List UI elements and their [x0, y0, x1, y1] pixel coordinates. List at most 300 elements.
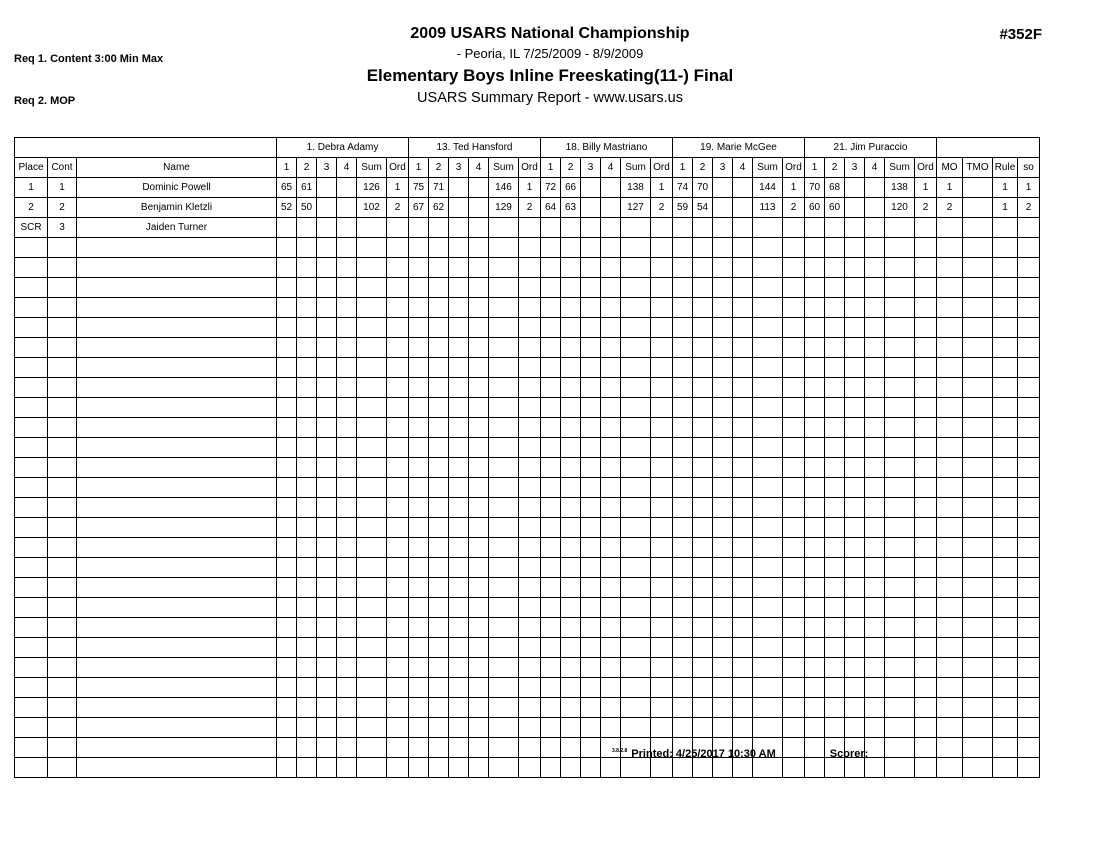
score-cell — [733, 338, 753, 358]
score-cell — [277, 458, 297, 478]
score-cell — [409, 358, 429, 378]
place-cell — [15, 438, 48, 458]
score-cell — [581, 318, 601, 338]
name-cell — [77, 718, 277, 738]
score-cell — [713, 618, 733, 638]
score-cell — [449, 258, 469, 278]
score-cell — [733, 278, 753, 298]
so-cell — [1018, 558, 1040, 578]
name-cell — [77, 298, 277, 318]
score-cell — [277, 738, 297, 758]
score-cell: 60 — [805, 198, 825, 218]
ord-cell — [387, 338, 409, 358]
score-cell — [865, 618, 885, 638]
table-row-empty — [15, 378, 1040, 398]
name-cell — [77, 578, 277, 598]
score-cell — [693, 338, 713, 358]
score-cell — [337, 518, 357, 538]
so-cell — [1018, 758, 1040, 778]
score-cell — [429, 438, 449, 458]
name-cell — [77, 438, 277, 458]
ord-cell — [519, 678, 541, 698]
score-cell — [429, 578, 449, 598]
sum-cell — [489, 298, 519, 318]
score-cell — [713, 198, 733, 218]
ord-cell — [651, 218, 673, 238]
rule-cell — [993, 498, 1018, 518]
score-cell — [561, 618, 581, 638]
score-cell — [429, 638, 449, 658]
score-cell — [541, 538, 561, 558]
sum-cell — [489, 658, 519, 678]
score-cell — [469, 658, 489, 678]
score-cell — [429, 538, 449, 558]
score-cell — [297, 538, 317, 558]
score-cell — [449, 398, 469, 418]
score-cell — [845, 758, 865, 778]
score-cell — [713, 398, 733, 418]
ord-cell — [387, 378, 409, 398]
score-cell — [581, 658, 601, 678]
score-cell — [277, 478, 297, 498]
so-cell — [1018, 638, 1040, 658]
score-cell — [429, 678, 449, 698]
score-cell — [409, 698, 429, 718]
sum-cell — [621, 358, 651, 378]
cont-cell — [48, 598, 77, 618]
ord-cell — [387, 518, 409, 538]
score-cell — [601, 598, 621, 618]
score-cell — [713, 458, 733, 478]
score-cell — [317, 418, 337, 438]
tmo-cell — [963, 218, 993, 238]
judge-name-2: 13. Ted Hansford — [409, 138, 541, 158]
ord-cell — [915, 378, 937, 398]
score-cell — [805, 598, 825, 618]
score-cell — [865, 358, 885, 378]
ord-cell — [915, 238, 937, 258]
sum-cell — [489, 578, 519, 598]
name-cell — [77, 638, 277, 658]
score-cell — [693, 238, 713, 258]
mo-cell — [937, 658, 963, 678]
ord-cell — [783, 558, 805, 578]
tmo-cell — [963, 738, 993, 758]
place-cell — [15, 658, 48, 678]
score-cell — [317, 258, 337, 278]
score-cell — [317, 338, 337, 358]
sum-cell — [357, 278, 387, 298]
score-cell — [581, 258, 601, 278]
score-cell — [469, 618, 489, 638]
so-cell — [1018, 458, 1040, 478]
score-cell — [317, 618, 337, 638]
ord-cell — [783, 358, 805, 378]
sum-cell — [357, 618, 387, 638]
sum-cell — [489, 438, 519, 458]
score-cell — [297, 658, 317, 678]
so-cell — [1018, 318, 1040, 338]
sum-cell — [885, 398, 915, 418]
score-cell — [409, 298, 429, 318]
tmo-cell — [963, 518, 993, 538]
score-cell — [581, 458, 601, 478]
title-block — [0, 23, 1100, 109]
ord-cell — [651, 458, 673, 478]
score-cell — [429, 218, 449, 238]
ord-cell — [387, 478, 409, 498]
score-cell — [845, 718, 865, 738]
ord-cell — [783, 618, 805, 638]
score-cell — [317, 378, 337, 398]
sum-cell — [489, 698, 519, 718]
sum-cell — [621, 438, 651, 458]
score-cell — [317, 718, 337, 738]
so-cell: 2 — [1018, 198, 1040, 218]
sum-cell — [357, 258, 387, 278]
score-cell — [429, 458, 449, 478]
ord-cell — [519, 578, 541, 598]
score-cell — [297, 378, 317, 398]
score-cell — [541, 758, 561, 778]
score-cell — [297, 298, 317, 318]
sum-cell — [357, 438, 387, 458]
ord-cell — [387, 758, 409, 778]
score-cell — [297, 618, 317, 638]
score-cell — [601, 198, 621, 218]
score-cell — [673, 438, 693, 458]
ord-cell — [783, 338, 805, 358]
score-cell — [693, 618, 713, 638]
sum-cell — [621, 318, 651, 338]
ord-cell — [915, 398, 937, 418]
score-cell — [845, 298, 865, 318]
sum-cell — [489, 678, 519, 698]
score-cell — [825, 358, 845, 378]
ord-cell — [519, 478, 541, 498]
sum-cell: 138 — [885, 178, 915, 198]
ord-cell — [915, 318, 937, 338]
sum-cell — [621, 698, 651, 718]
ord-cell — [915, 618, 937, 638]
score-cell — [297, 638, 317, 658]
score-cell — [297, 558, 317, 578]
score-cell — [805, 438, 825, 458]
name-cell: Jaiden Turner — [77, 218, 277, 238]
scorer-label: Scorer: — [829, 748, 869, 760]
ord-cell — [651, 478, 673, 498]
score-cell — [409, 658, 429, 678]
sum-cell — [621, 598, 651, 618]
place-cell — [15, 478, 48, 498]
judge3-col-header-2: 2 — [561, 158, 581, 178]
score-cell — [581, 618, 601, 638]
score-cell: 67 — [409, 198, 429, 218]
sum-cell — [357, 458, 387, 478]
ord-cell — [783, 658, 805, 678]
score-cell — [541, 698, 561, 718]
ord-cell — [519, 258, 541, 278]
sum-cell — [753, 498, 783, 518]
table-row-empty — [15, 758, 1040, 778]
name-cell — [77, 538, 277, 558]
score-cell — [541, 718, 561, 738]
score-cell — [865, 538, 885, 558]
ord-cell — [783, 538, 805, 558]
judge5-col-header-3: 3 — [845, 158, 865, 178]
judge2-col-header-1: 1 — [409, 158, 429, 178]
place-cell — [15, 638, 48, 658]
championship-title: 2009 USARS National Championship — [410, 25, 690, 42]
sum-cell — [621, 718, 651, 738]
score-cell — [429, 278, 449, 298]
score-cell — [825, 398, 845, 418]
score-cell — [693, 218, 713, 238]
score-cell — [337, 718, 357, 738]
table-row-empty — [15, 438, 1040, 458]
tmo-cell — [963, 298, 993, 318]
judge2-col-header-2: 2 — [429, 158, 449, 178]
sum-cell — [885, 698, 915, 718]
score-cell — [469, 298, 489, 318]
score-cell — [277, 318, 297, 338]
score-cell — [865, 178, 885, 198]
rule-cell — [993, 218, 1018, 238]
score-cell — [601, 238, 621, 258]
score-cell — [673, 638, 693, 658]
so-cell — [1018, 398, 1040, 418]
name-cell — [77, 318, 277, 338]
sum-cell — [753, 238, 783, 258]
score-cell — [601, 538, 621, 558]
place-cell — [15, 758, 48, 778]
score-cell — [429, 718, 449, 738]
mo-cell — [937, 318, 963, 338]
sum-cell — [489, 278, 519, 298]
score-cell — [277, 578, 297, 598]
cont-cell — [48, 278, 77, 298]
score-cell — [673, 518, 693, 538]
cont-cell — [48, 678, 77, 698]
score-cell — [409, 418, 429, 438]
sum-cell — [489, 538, 519, 558]
table-row-empty — [15, 658, 1040, 678]
rule-cell — [993, 358, 1018, 378]
ord-cell: 2 — [783, 198, 805, 218]
mo-cell — [937, 738, 963, 758]
judge4-col-header-2: 2 — [693, 158, 713, 178]
sum-cell — [357, 298, 387, 318]
score-cell — [825, 578, 845, 598]
sum-cell — [489, 638, 519, 658]
rule-cell — [993, 518, 1018, 538]
location-dates: - Peoria, IL 7/25/2009 - 8/9/2009 — [456, 46, 644, 61]
score-cell — [845, 218, 865, 238]
score-cell — [733, 218, 753, 238]
score-cell — [733, 658, 753, 678]
sum-cell — [489, 338, 519, 358]
score-cell — [713, 598, 733, 618]
score-cell — [449, 278, 469, 298]
score-cell — [673, 398, 693, 418]
sum-cell — [753, 358, 783, 378]
cont-cell — [48, 438, 77, 458]
ord-cell — [519, 218, 541, 238]
score-cell — [429, 658, 449, 678]
rule-cell — [993, 438, 1018, 458]
score-cell — [429, 298, 449, 318]
score-cell — [469, 538, 489, 558]
score-cell — [277, 698, 297, 718]
ord-cell — [915, 218, 937, 238]
score-cell — [541, 338, 561, 358]
ord-cell — [651, 298, 673, 318]
score-cell — [713, 678, 733, 698]
score-cell — [469, 398, 489, 418]
score-cell — [805, 658, 825, 678]
score-cell — [429, 398, 449, 418]
tmo-cell — [963, 538, 993, 558]
tmo-cell — [963, 758, 993, 778]
score-cell — [693, 278, 713, 298]
place-cell — [15, 378, 48, 398]
so-cell — [1018, 418, 1040, 438]
ord-cell — [783, 238, 805, 258]
score-cell — [693, 578, 713, 598]
score-cell — [845, 518, 865, 538]
score-cell — [561, 598, 581, 618]
name-cell — [77, 358, 277, 378]
place-cell — [15, 578, 48, 598]
cont-cell — [48, 378, 77, 398]
score-cell — [561, 538, 581, 558]
score-cell — [541, 578, 561, 598]
name-cell — [77, 338, 277, 358]
ord-cell — [651, 278, 673, 298]
score-cell — [845, 338, 865, 358]
ord-cell — [915, 278, 937, 298]
score-cell — [337, 298, 357, 318]
cont-cell — [48, 638, 77, 658]
score-cell — [733, 638, 753, 658]
name-cell — [77, 518, 277, 538]
tmo-cell — [963, 658, 993, 678]
rule-cell — [993, 238, 1018, 258]
rule-cell — [993, 418, 1018, 438]
score-cell — [429, 338, 449, 358]
ord-cell — [519, 558, 541, 578]
place-cell — [15, 418, 48, 438]
sum-cell — [357, 338, 387, 358]
score-cell — [713, 498, 733, 518]
score-cell — [733, 698, 753, 718]
score-cell — [541, 558, 561, 578]
mo-cell — [937, 558, 963, 578]
score-cell — [297, 478, 317, 498]
score-cell — [865, 198, 885, 218]
name-cell — [77, 418, 277, 438]
ord-cell — [519, 598, 541, 618]
cont-cell — [48, 338, 77, 358]
score-cell — [337, 658, 357, 678]
mo-cell: 2 — [937, 198, 963, 218]
mo-cell — [937, 218, 963, 238]
score-cell — [601, 478, 621, 498]
score-cell — [581, 358, 601, 378]
rule-cell — [993, 758, 1018, 778]
score-cell — [825, 758, 845, 778]
score-cell — [469, 458, 489, 478]
score-cell — [297, 218, 317, 238]
score-cell — [673, 618, 693, 638]
score-cell — [541, 238, 561, 258]
mo-header: MO — [937, 158, 963, 178]
ord-cell — [651, 318, 673, 338]
score-cell — [561, 238, 581, 258]
score-cell — [825, 658, 845, 678]
mo-cell — [937, 618, 963, 638]
score-cell — [317, 398, 337, 418]
score-cell — [673, 658, 693, 678]
score-cell — [865, 658, 885, 678]
score-cell — [601, 638, 621, 658]
score-cell — [541, 738, 561, 758]
table-row-empty — [15, 598, 1040, 618]
score-cell — [297, 278, 317, 298]
score-cell — [541, 438, 561, 458]
sum-cell — [357, 658, 387, 678]
table-row-empty — [15, 498, 1040, 518]
sum-cell — [885, 278, 915, 298]
score-cell — [541, 638, 561, 658]
score-cell — [277, 558, 297, 578]
score-cell — [337, 578, 357, 598]
ord-cell — [387, 418, 409, 438]
sum-cell — [621, 478, 651, 498]
sum-cell — [885, 618, 915, 638]
score-cell — [713, 578, 733, 598]
ord-cell — [651, 418, 673, 438]
ord-cell — [519, 758, 541, 778]
score-cell: 66 — [561, 178, 581, 198]
score-cell: 60 — [825, 198, 845, 218]
judge-header-row — [15, 138, 1040, 158]
sum-cell — [489, 498, 519, 518]
cont-cell — [48, 578, 77, 598]
score-cell — [581, 578, 601, 598]
score-cell — [865, 238, 885, 258]
place-header: Place — [15, 158, 48, 178]
score-cell — [561, 518, 581, 538]
score-cell — [693, 758, 713, 778]
score-cell — [673, 458, 693, 478]
name-cell — [77, 398, 277, 418]
so-cell — [1018, 358, 1040, 378]
so-cell: 1 — [1018, 178, 1040, 198]
place-cell — [15, 298, 48, 318]
ord-cell — [915, 438, 937, 458]
score-cell — [845, 658, 865, 678]
ord-cell — [651, 618, 673, 638]
score-cell: 70 — [805, 178, 825, 198]
score-cell — [825, 618, 845, 638]
sum-cell — [489, 478, 519, 498]
ord-cell — [387, 298, 409, 318]
score-cell — [297, 758, 317, 778]
score-cell — [277, 498, 297, 518]
tmo-cell — [963, 238, 993, 258]
cont-cell — [48, 398, 77, 418]
